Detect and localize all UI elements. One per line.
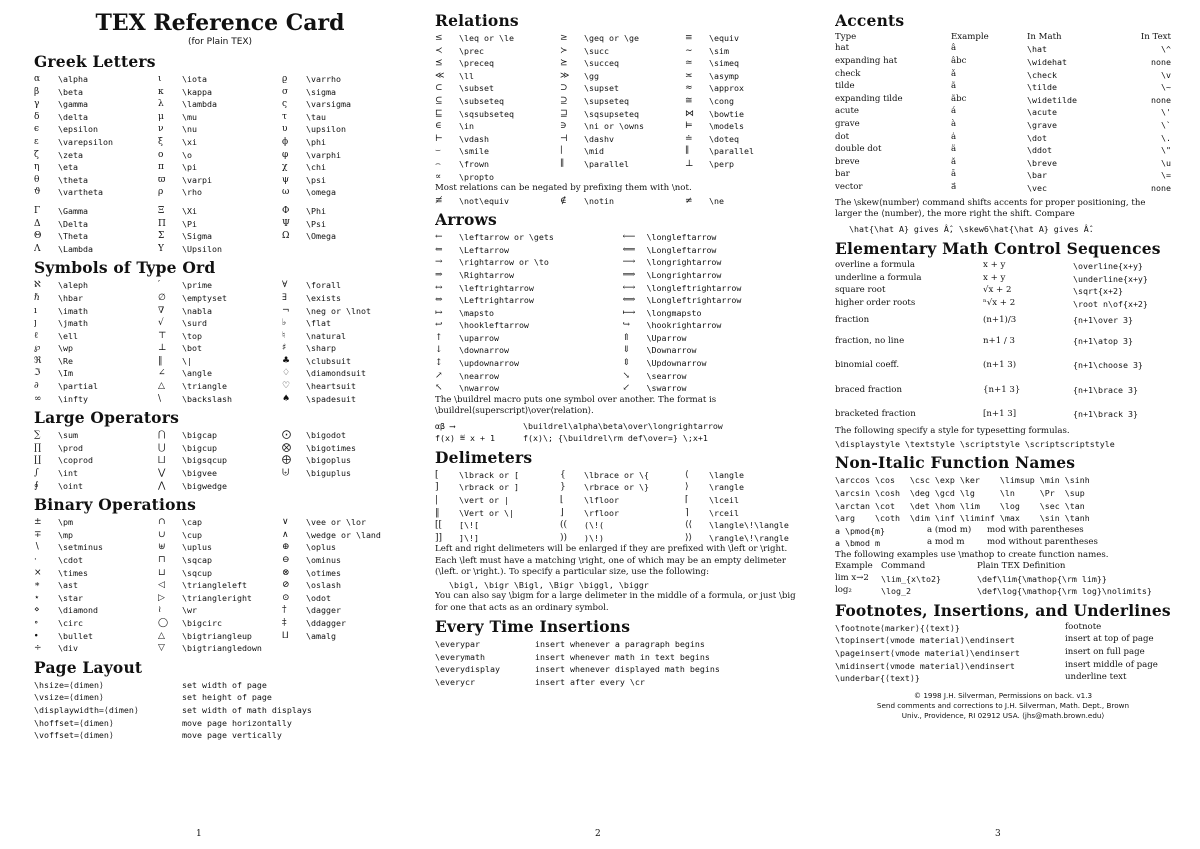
page-layout-table: \hsize=⟨dimen⟩ set width of page \vsize=⟨dimen⟩ set height of page \displaywidth=⟨dimen⟩ set width of math displays \hoffset=⟨dimen⟩ move page horizontally \voffset=⟨dimen⟩ move page vertically — [34, 679, 312, 741]
card-subtitle: (for Plain TEX) — [187, 37, 253, 47]
delimeters-heading: Delimeters — [435, 447, 533, 467]
arrows-heading: Arrows — [435, 210, 497, 230]
relations-note: Most relations can be negated by prefixing them with \not. — [435, 183, 692, 194]
page-1-column — [34, 8, 406, 843]
mod-table: a \pmod{m} a (mod m) mod with parentheses a \bmod m a mod m mod without parentheses — [835, 524, 1098, 549]
binary-operations-table: ± \pm ∩ \cap ∨ \vee or \lor ∓ \mp ∪ \cup ∧ \wedge or \land ∖ \setminus ⊎ \uplus ⊕ \oplus · \cdot ⊓ \sqcap ⊖ \ominus × \times ⊔ \sqcup ⊗ \otimes ∗ \ast ◁ \triangleleft ⊘ \oslash ⋆ \star ▷ \triangleright ⊙ \odot ⋄ \diamond ≀ \wr † \dagger ∘ \circ ◯ \bigcirc ‡ \ddagger ∙ \bullet △ \bigtriangleup ⨿ \amalg ÷ \div ▽ \bigtriangledown — [34, 517, 381, 654]
greek-heading: Greek Letters — [34, 52, 156, 71]
arrows-table: ← \leftarrow or \gets ⟵ \longleftarrow ⇐ \Leftarrow ⟸ \Longleftarrow → \rightarrow or \to ⟶ \longrightarrow ⇒ \Rightarrow ⟹ \Longrightarrow ↔ \leftrightarrow ⟷ \longleftrightarrow ⇔ \Leftrightarrow ⟺ \Longleftrightarrow ↦ \mapsto ⟼ \longmapsto ↩ \hookleftarrow ↪ \hookrightarrow ↑ \uparrow ⇑ \Uparrow ↓ \downarrow ⇓ \Downarrow ↕ \updownarrow ⇕ \Updownarrow ↗ \nearrow ↘ \searrow ↖ \nwarrow ↙ \swarrow — [435, 232, 742, 394]
skew-note: The \skew⟨number⟩ command shifts accents for proper positioning, the larger the ⟨number⟩, the more right the shift. Compare — [835, 197, 1146, 219]
page-number: 2 — [595, 829, 601, 839]
ord-heading: Symbols of Type Ord — [34, 258, 216, 278]
negated-relations: ≢ \not\equiv ∉ \notin ≠ \ne — [435, 195, 724, 206]
page-number: 1 — [196, 829, 202, 839]
style-commands: \displaystyle \textstyle \scriptstyle \scriptscriptstyle — [835, 438, 1115, 449]
delimeters-note: Left and right delimeters will be enlarged if they are prefixed with \left or \right. Each \left must have a matching \right, one of which may be an empty delimeter (\left. or \right.). To specify a particular size, use the following: — [435, 544, 788, 578]
mathop-table: Example Command Plain TEX Definition lim x→2 \lim_{x\to2} \def\lim{\mathop{\rm lim}} log₂ \log_2 \def\log{\mathop{\rm log}\nolimits} — [835, 561, 1152, 597]
relations-heading: Relations — [435, 11, 519, 30]
elementary-heading: Elementary Math Control Sequences — [835, 238, 1161, 258]
skew-compare: \hat{\hat A} gives Â̂, \skew6\hat{\hat A} gives Â̂. — [849, 224, 1094, 235]
relations-table: ≤ \leq or \le ≥ \geq or \ge ≡ \equiv ≺ \prec ≻ \succ ∼ \sim ⪯ \preceq ⪰ \succeq ≃ \simeq ≪ \ll ≫ \gg ≍ \asymp ⊂ \subset ⊃ \supset ≈ \approx ⊆ \subseteq ⊇ \supseteq ≅ \cong ⊑ \sqsubseteq ⊒ \sqsupseteq ⋈ \bowtie ∈ \in ∋ \ni or \owns ⊨ \models ⊢ \vdash ⊣ \dashv ≐ \doteq ⌣ \smile ∣ \mid ∥ \parallel ⌢ \frown ∥ \parallel ⊥ \perp ∝ \propto — [435, 33, 754, 182]
copyright-notice: © 1998 J.H. Silverman, Permissions on back. v1.3 Send comments and corrections to J.H. Silverman, Math. Dept., Brown Univ., Providence, RI 02912 USA. ⟨jhs@math.brown.edu⟩ — [876, 690, 1130, 720]
page-3-column — [835, 8, 1171, 843]
buildrel-example-2: f(x) ≝ x + 1 f(x)\; {\buildrel\rm def\over=} \;x+1 — [435, 433, 708, 444]
mathop-note: The following examples use \mathop to create function names. — [835, 549, 1109, 560]
table-row: α \alpha — [34, 74, 88, 84]
accents-table: Type Example In Math In Text hat â \hat \^ expanding hat âbc \widehat none check ǎ \check \v tilde ã \tilde \~ expanding tilde ãbc \widetilde none acute á \acute \' grave à \grave \` dot ȧ \dot \. double dot ä \ddot \" breve ă \breve \u bar ā \bar \= vector a⃗ \vec none — [835, 32, 1171, 193]
greek-capitals-table: Γ \Gamma Ξ \Xi Φ \Phi Δ \Delta Π \Pi Ψ \Psi Θ \Theta Σ \Sigma Ω \Omega Λ \Lambda Υ \Upsilon — [34, 205, 336, 254]
buildrel-example-1: αβ ⟶ \buildrel\alpha\beta\over\longrightarrow — [435, 420, 723, 431]
page-layout-heading: Page Layout — [34, 657, 143, 677]
function-names: \arccos \cos \csc \exp \ker \limsup \min \sinh \arcsin \cosh \deg \gcd \lg \ln \Pr \sup \arctan \cot \det \hom \lim \log \sec \tan \arg \coth \dim \inf \liminf \max \sin \tanh — [835, 475, 1090, 524]
accents-heading: Accents — [835, 11, 905, 30]
delimeters-table: [ \lbrack or [ { \lbrace or \{ ⟨ \langle ] \rbrack or ] } \rbrace or \} ⟩ \rangle | \vert or | ⌊ \lfloor ⌈ \lceil ‖ \Vert or \| ⌋ \rfloor ⌉ \rceil [[ [\![ (( (\!( ⟨⟨ \langle\!\langle ]] ]\!] )) )\!) ⟩⟩ \rangle\!\rangle — [435, 469, 789, 543]
ord-table: ℵ \aleph ′ \prime ∀ \forall ℏ \hbar ∅ \emptyset ∃ \exists ı \imath ∇ \nabla ¬ \neg or \lnot ȷ \jmath √ \surd ♭ \flat ℓ \ell ⊤ \top ♮ \natural ℘ \wp ⊥ \bot ♯ \sharp ℜ \Re ‖ \| ♣ \clubsuit ℑ \Im ∠ \angle ♢ \diamondsuit ∂ \partial △ \triangle ♡ \heartsuit ∞ \infty \ \backslash ♠ \spadesuit — [34, 280, 371, 404]
footnotes-heading: Footnotes, Insertions, and Underlines — [835, 600, 1171, 620]
style-note: The following specify a style for typesetting formulas. — [835, 426, 1070, 437]
large-operators-heading: Large Operators — [34, 408, 180, 428]
buildrel-note: The \buildrel macro puts one symbol over another. The format is \buildrel⟨superscript⟩\over⟨relation⟩. — [435, 394, 717, 417]
footnotes-table: \footnote⟨marker⟩{⟨text⟩} footnote \topinsert⟨vmode material⟩\endinsert insert at top of page \pageinsert⟨vmode material⟩\endinsert insert on full page \midinsert⟨vmode material⟩\endinsert insert middle of page \underbar{⟨text⟩} underline text — [835, 621, 1158, 684]
card-title: TEX Reference Card — [95, 10, 345, 36]
elementary-table: overline a formula x + y \overline{x+y} underline a formula x + y \underline{x+y} square root √x + 2 \sqrt{x+2} higher order roots ⁿ√x + 2 \root n\of{x+2} fraction (n+1)/3 {n+1\over 3} fraction, no line n+1 / 3 {n+1\atop 3} binomial coeff. (n+1 3) {n+1\choose 3} braced fraction {n+1 3} {n+1\brace 3} bracketed fraction [n+1 3] {n+1\brack 3} — [835, 259, 1148, 420]
every-time-table: \everypar insert whenever a paragraph begins \everymath insert whenever math in text begins \everydisplay insert whenever displayed math begins \everycr insert after every \cr — [435, 639, 720, 687]
page-2-column — [435, 8, 810, 843]
non-italic-heading: Non-Italic Function Names — [835, 453, 1076, 473]
bigm-note: You can also say \bigm for a large delimeter in the middle of a formula, or just \big for one that acts as an ordinary symbol. — [435, 591, 796, 613]
large-operators-table: ∑ \sum ⋂ \bigcap ⨀ \bigodot ∏ \prod ⋃ \bigcup ⨂ \bigotimes ∐ \coprod ⨆ \bigsqcup ⨁ \bigoplus ∫ \int ⋁ \bigvee ⨄ \biguplus ∮ \oint ⋀ \bigwedge — [34, 430, 356, 491]
greek-table: α \alpha ι \iota ϱ \varrho β \beta κ \kappa σ \sigma γ \gamma λ \lambda ς \varsigma δ \delta μ \mu τ \tau ϵ \epsilon ν \nu υ \upsilon ε \varepsilon ξ \xi ϕ \phi ζ \zeta o \o φ \varphi η \eta π \pi χ \chi θ \theta ϖ \varpi ψ \psi ϑ \vartheta ρ \rho ω \omega — [34, 74, 351, 198]
page-number: 3 — [995, 829, 1001, 839]
binary-operations-heading: Binary Operations — [34, 495, 197, 515]
delimeter-sizes: \bigl, \bigr \Bigl, \Bigr \biggl, \biggr — [449, 579, 649, 590]
every-time-heading: Every Time Insertions — [435, 617, 631, 637]
